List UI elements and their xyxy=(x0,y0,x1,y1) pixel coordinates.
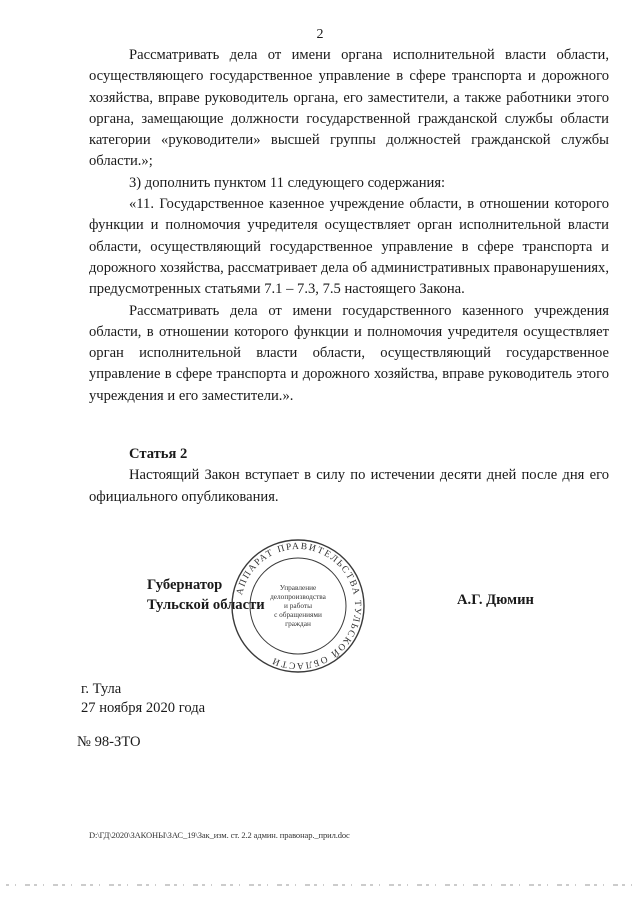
scan-edge-line xyxy=(6,884,632,886)
paragraph: 3) дополнить пунктом 11 следующего содержания: xyxy=(129,174,446,191)
paragraph: «11. Государственное казенное учреждение области, в отношении которого функции и полномочия учредителя осуществляет орган исполнительной власти области, осуществляющий государственное управление в сфере транспорта и дорожного хозяйства, рассматривает дела об административных правонарушениях, предусмотренных статьями 7.1 – 7.3, 7.5 настоящего Закона. xyxy=(89,196,609,298)
article-2-section xyxy=(89,444,609,508)
article-text: Настоящий Закон вступает в силу по истечении десяти дней после дня его официального опубликования. xyxy=(89,467,609,505)
place-and-date xyxy=(81,680,205,718)
signatory-name: А.Г. Дюмин xyxy=(457,592,534,608)
article-heading: Статья 2 xyxy=(129,446,188,462)
seal-inner-line: с обращениями xyxy=(274,610,322,619)
official-seal xyxy=(230,538,366,674)
document-number: № 98-ЗТО xyxy=(77,734,141,750)
date: 27 ноября 2020 года xyxy=(81,700,206,716)
seal-outer-text: АППАРАТ ПРАВИТЕЛЬСТВА ТУЛЬСКОЙ ОБЛАСТИ xyxy=(235,541,363,671)
seal-inner-line: делопроизводства xyxy=(270,592,326,601)
main-text xyxy=(89,45,609,407)
paragraph: Рассматривать дела от имени органа исполнительной власти области, осуществляющего государственное управление в сфере транспорта и дорожного хозяйства, вправе руководитель органа, его заместители, а также работники этого органа, замещающие должности государственной гражданской службы области категории «руководители» высшей группы должностей гражданской службы области.»; xyxy=(89,47,609,170)
seal-inner-line: и работы xyxy=(284,601,312,610)
file-path: D:\ГД\2020\ЗАКОНЫ\ЗАС_19\Зак_изм. ст. 2.2 админ. правонар._прил.doc xyxy=(89,830,350,840)
page-number: 2 xyxy=(316,27,324,42)
seal-inner-line: граждан xyxy=(285,619,311,628)
seal-inner-line: Управление xyxy=(279,583,317,592)
signatory-title-line: Тульской области xyxy=(147,597,265,613)
place: г. Тула xyxy=(81,681,122,697)
paragraph: Рассматривать дела от имени государственного казенного учреждения области, в отношении которого функции и полномочия учредителя осуществляет орган исполнительной власти области, осуществляющий государственное управление в сфере транспорта и дорожного хозяйства, вправе руководитель этого учреждения и его заместители.». xyxy=(89,302,609,404)
signatory-title-line: Губернатор xyxy=(147,577,223,593)
